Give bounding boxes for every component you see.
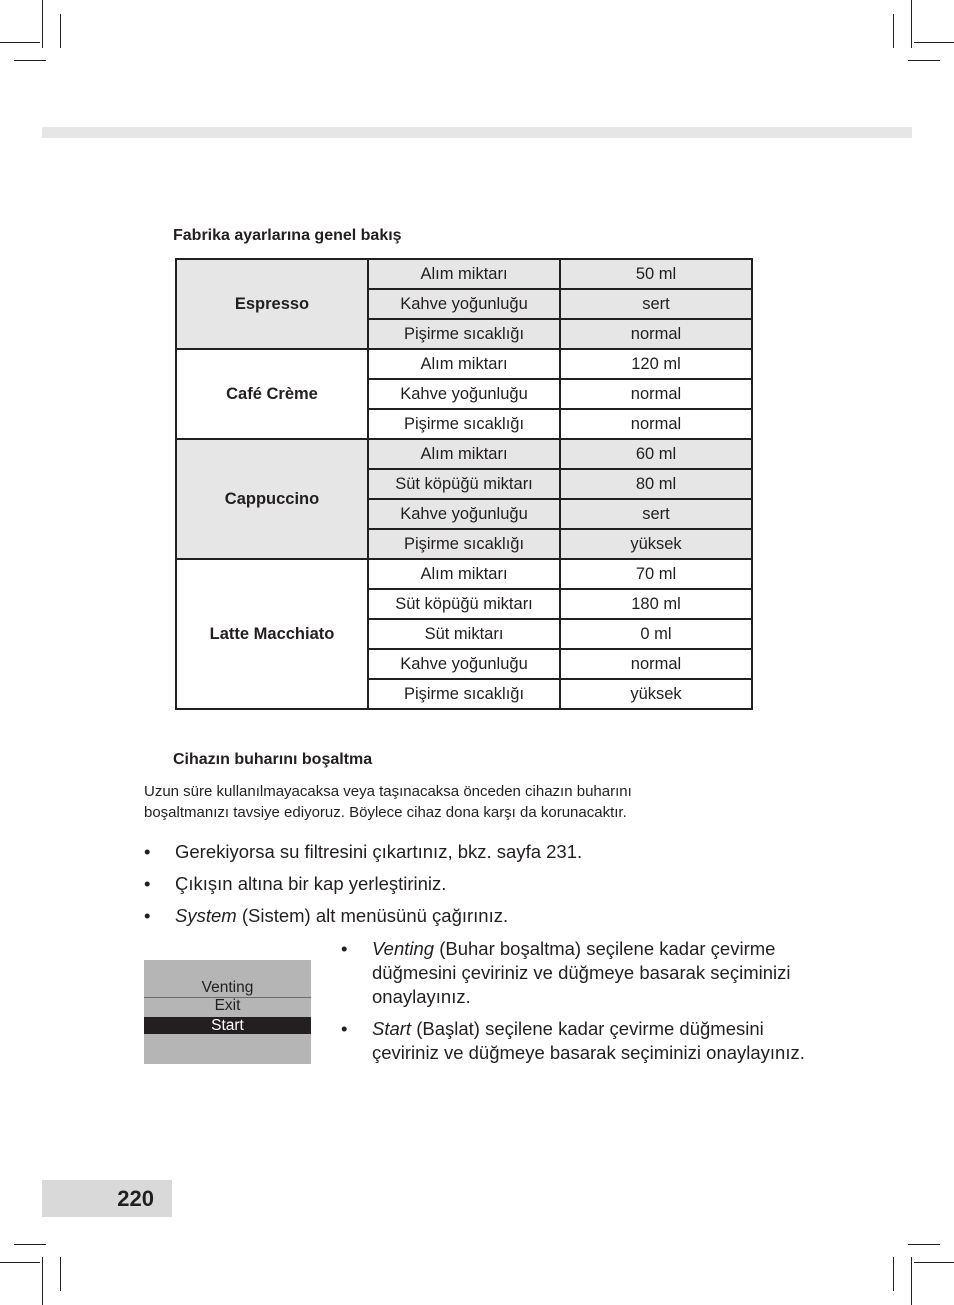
menu-term: Start [372, 1018, 412, 1039]
section-title: Fabrika ayarlarına genel bakış [173, 227, 402, 244]
setting-value: 80 ml [560, 469, 752, 499]
setting-value: 50 ml [560, 259, 752, 289]
bullet-icon: • [144, 905, 151, 926]
table-row [176, 349, 752, 379]
intro-line: boşaltmanızı tavsiye ediyoruz. Böylece cihaz dona karşı da korunacaktır. [144, 804, 627, 821]
setting-value: sert [560, 499, 752, 529]
setting-name: Pişirme sıcaklığı [368, 409, 560, 439]
setting-name: Süt köpüğü miktarı [368, 469, 560, 499]
setting-value: 70 ml [560, 559, 752, 589]
setting-value: 120 ml [560, 349, 752, 379]
list-item [341, 937, 821, 1009]
step-text: (Buhar boşaltma) seçilene kadar çevirme düğmesini çeviriniz ve düğmeye basarak seçiminizi onaylayınız. [372, 938, 791, 1007]
table-row [176, 559, 752, 589]
venting-title: Cihazın buharını boşaltma [173, 751, 373, 768]
setting-value: normal [560, 409, 752, 439]
setting-name: Kahve yoğunluğu [368, 649, 560, 679]
list-item [144, 872, 704, 904]
setting-value: normal [560, 649, 752, 679]
header-band [42, 127, 912, 138]
setting-name: Pişirme sıcaklığı [368, 679, 560, 709]
setting-name: Pişirme sıcaklığı [368, 319, 560, 349]
bullet-icon: • [144, 873, 151, 894]
setting-name: Alım miktarı [368, 349, 560, 379]
list-item [341, 1017, 821, 1065]
venting-intro [144, 781, 784, 823]
setting-name: Alım miktarı [368, 559, 560, 589]
menu-item-start[interactable]: Start [144, 1017, 311, 1034]
list-item [144, 904, 704, 936]
setting-value: 180 ml [560, 589, 752, 619]
setting-value: normal [560, 379, 752, 409]
setting-name: Süt köpüğü miktarı [368, 589, 560, 619]
bullet-icon: • [341, 1018, 348, 1039]
table-row [176, 439, 752, 469]
menu-title: Venting [201, 979, 254, 996]
factory-settings-table [175, 258, 753, 710]
bullet-icon: • [341, 938, 348, 959]
intro-line: Uzun süre kullanılmayacaksa veya taşınacaksa önceden cihazın buharını [144, 783, 632, 800]
drink-name: Cappuccino [176, 439, 368, 559]
setting-name: Alım miktarı [368, 259, 560, 289]
setting-value: normal [560, 319, 752, 349]
setting-name: Süt miktarı [368, 619, 560, 649]
menu-item-exit[interactable]: Exit [214, 997, 241, 1014]
table-row [176, 259, 752, 289]
setting-value: sert [560, 289, 752, 319]
setting-value: yüksek [560, 529, 752, 559]
menu-term: System [175, 905, 237, 926]
step-text: (Başlat) seçilene kadar çevirme düğmesini çeviriniz ve düğmeye basarak seçiminizi onaylayınız. [372, 1018, 805, 1063]
setting-value: yüksek [560, 679, 752, 709]
step-text: Gerekiyorsa su filtresini çıkartınız, bkz. sayfa 231. [175, 841, 583, 862]
setting-value: 0 ml [560, 619, 752, 649]
display-screen [144, 960, 311, 1064]
venting-sub-steps [341, 937, 821, 1073]
setting-name: Pişirme sıcaklığı [368, 529, 560, 559]
venting-steps [144, 840, 704, 936]
setting-name: Kahve yoğunluğu [368, 379, 560, 409]
menu-term: Venting [372, 938, 435, 959]
setting-name: Kahve yoğunluğu [368, 499, 560, 529]
drink-name: Latte Macchiato [176, 559, 368, 709]
bullet-icon: • [144, 841, 151, 862]
setting-name: Alım miktarı [368, 439, 560, 469]
step-text: (Sistem) alt menüsünü çağırınız. [236, 905, 509, 926]
list-item [144, 840, 704, 872]
drink-name: Café Crème [176, 349, 368, 439]
drink-name: Espresso [176, 259, 368, 349]
page-number-box [42, 1180, 172, 1217]
page-number: 220 [117, 1186, 154, 1211]
setting-name: Kahve yoğunluğu [368, 289, 560, 319]
setting-value: 60 ml [560, 439, 752, 469]
step-text: Çıkışın altına bir kap yerleştiriniz. [175, 873, 447, 894]
